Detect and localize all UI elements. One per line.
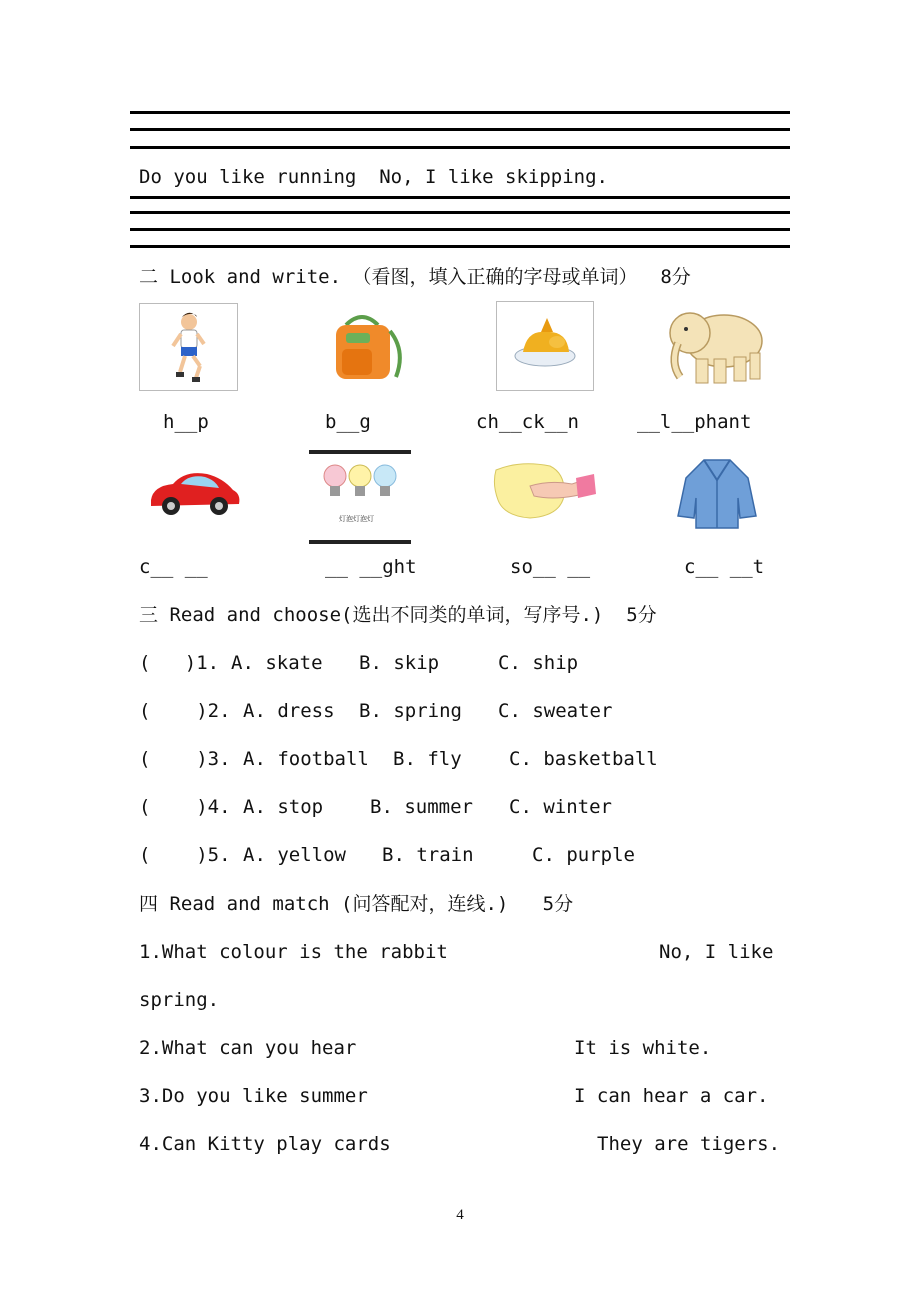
match-answer: No, I like	[659, 941, 774, 963]
writing-line	[130, 111, 790, 114]
writing-line	[130, 128, 790, 131]
word-prompt: __l__phant	[637, 411, 752, 433]
option-c: C. purple	[532, 844, 635, 866]
section3-heading: 三 Read and choose(选出不同类的单词，写序号.) 5分	[139, 604, 657, 626]
word-prompt: c__ __t	[684, 556, 765, 578]
match-answer-continued: spring.	[139, 989, 220, 1011]
question-number: ( )1.	[139, 652, 220, 674]
word-prompt: b__g	[325, 411, 371, 433]
example-sentence: Do you like running No, I like skipping.	[139, 166, 608, 188]
option-a: A. dress	[243, 700, 335, 722]
option-b: B. train	[382, 844, 474, 866]
match-answer: They are tigers.	[597, 1133, 781, 1155]
question-number: ( )3.	[139, 748, 231, 770]
writing-line	[130, 245, 790, 248]
option-b: B. summer	[370, 796, 473, 818]
blue-coat-icon	[674, 454, 760, 532]
word-prompt: __ __ght	[325, 556, 417, 578]
light-bulbs-icon	[309, 450, 411, 544]
word-prompt: c__ __	[139, 556, 208, 578]
match-question: 4.Can Kitty play cards	[139, 1133, 391, 1155]
match-question: 2.What can you hear	[139, 1037, 357, 1059]
bulb-caption: 灯泡灯泡灯	[339, 515, 374, 523]
roast-chicken-icon	[496, 301, 594, 391]
option-a: A. yellow	[243, 844, 346, 866]
option-c: C. ship	[498, 652, 579, 674]
boy-hopping-icon	[139, 303, 238, 391]
soft-pillow-icon	[490, 456, 598, 522]
section2-heading: 二 Look and write. （看图，填入正确的字母或单词） 8分	[139, 266, 691, 288]
writing-line	[130, 196, 790, 199]
option-b: B. fly	[393, 748, 462, 770]
match-question: 1.What colour is the rabbit	[139, 941, 448, 963]
word-prompt: ch__ck__n	[476, 411, 579, 433]
elephant-icon	[664, 297, 768, 389]
writing-line	[130, 146, 790, 149]
option-c: C. winter	[509, 796, 612, 818]
option-b: B. skip	[359, 652, 440, 674]
question-number: ( )4.	[139, 796, 231, 818]
option-c: C. sweater	[498, 700, 613, 722]
red-car-icon	[145, 464, 243, 520]
school-bag-icon	[322, 311, 406, 381]
option-a: A. football	[243, 748, 369, 770]
word-prompt: h__p	[163, 411, 209, 433]
option-c: C. basketball	[509, 748, 658, 770]
match-question: 3.Do you like summer	[139, 1085, 368, 1107]
writing-line	[130, 211, 790, 214]
match-answer: It is white.	[574, 1037, 712, 1059]
option-b: B. spring	[359, 700, 462, 722]
question-number: ( )5.	[139, 844, 231, 866]
page-number: 4	[456, 1207, 464, 1223]
section4-heading: 四 Read and match (问答配对，连线.) 5分	[139, 893, 574, 915]
question-number: ( )2.	[139, 700, 231, 722]
match-answer: I can hear a car.	[574, 1085, 769, 1107]
writing-line	[130, 228, 790, 231]
word-prompt: so__ __	[510, 556, 591, 578]
option-a: A. skate	[231, 652, 323, 674]
option-a: A. stop	[243, 796, 324, 818]
